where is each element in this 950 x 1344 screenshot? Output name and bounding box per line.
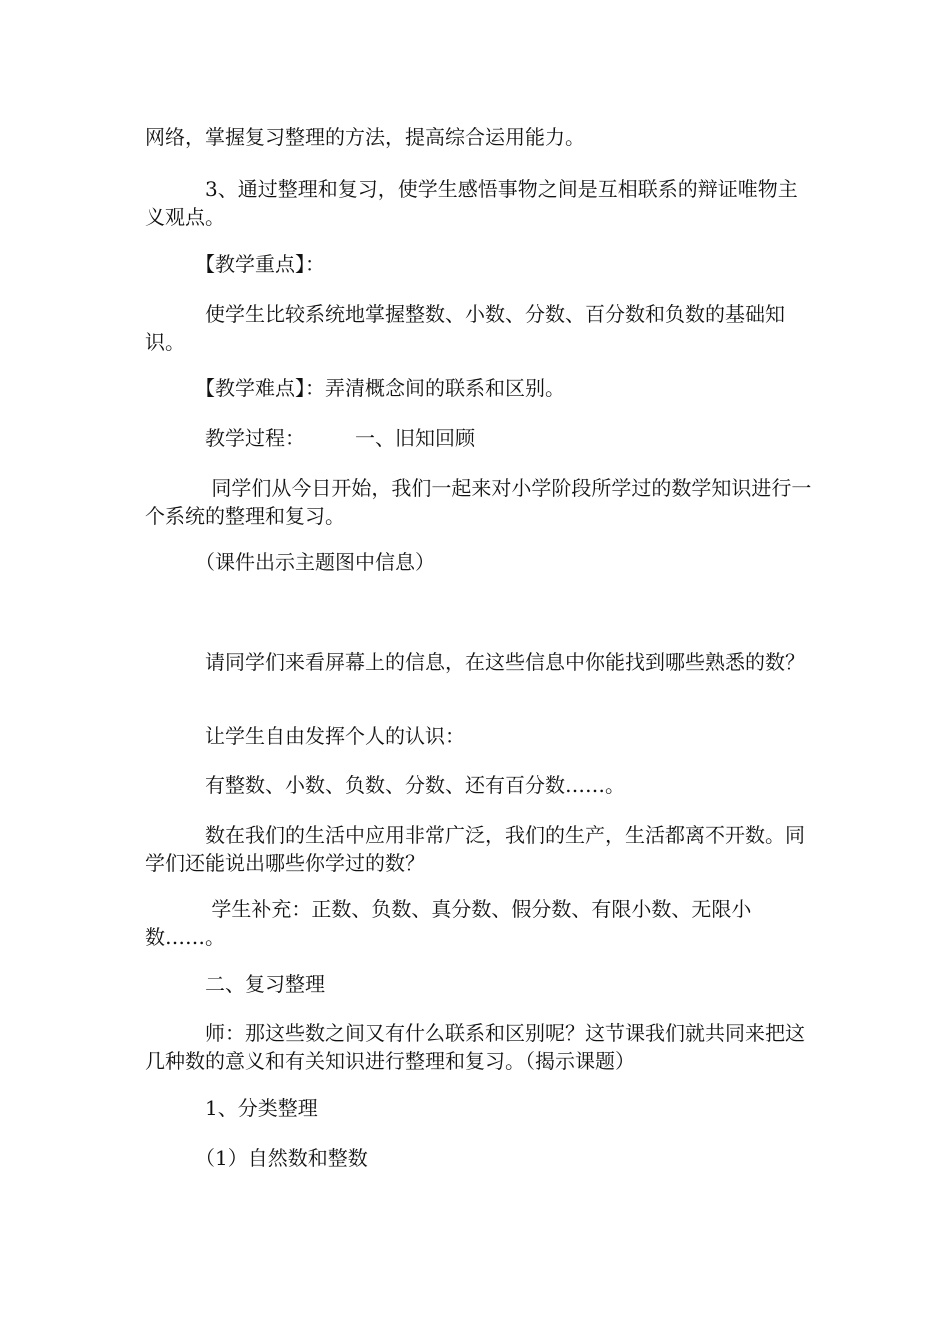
paragraph-5: 【教学难点】：弄清概念间的联系和区别。 bbox=[145, 376, 565, 400]
paragraph-7: 同学们从今日开始，我们一起来对小学阶段所学过的数学知识进行一个系统的整理和复习。 bbox=[145, 476, 812, 528]
paragraph-10: 让学生自由发挥个人的认识： bbox=[145, 724, 465, 748]
paragraph-14: 二、复习整理 bbox=[145, 972, 325, 996]
paragraph-12: 数在我们的生活中应用非常广泛，我们的生产，生活都离不开数。同学们还能说出哪些你学过的数？ bbox=[145, 823, 805, 875]
paragraph-8: （课件出示主题图中信息） bbox=[145, 550, 435, 574]
paragraph-3: 【教学重点】： bbox=[145, 252, 325, 276]
paragraph-4: 使学生比较系统地掌握整数、小数、分数、百分数和负数的基础知识。 bbox=[145, 302, 785, 354]
paragraph-6: 教学过程： 一、旧知回顾 bbox=[145, 426, 475, 450]
paragraph-2: 3、通过整理和复习，使学生感悟事物之间是互相联系的辩证唯物主义观点。 bbox=[145, 177, 798, 229]
paragraph-17: （1）自然数和整数 bbox=[145, 1146, 368, 1170]
paragraph-16: 1、分类整理 bbox=[145, 1096, 318, 1120]
paragraph-15: 师：那这些数之间又有什么联系和区别呢？这节课我们就共同来把这几种数的意义和有关知识进行整理和复习。（揭示课题） bbox=[145, 1021, 805, 1073]
paragraph-1: 网络，掌握复习整理的方法，提高综合运用能力。 bbox=[145, 125, 585, 149]
paragraph-13: 学生补充：正数、负数、真分数、假分数、有限小数、无限小数……。 bbox=[145, 897, 752, 949]
paragraph-11: 有整数、小数、负数、分数、还有百分数……。 bbox=[145, 773, 625, 797]
paragraph-9: 请同学们来看屏幕上的信息，在这些信息中你能找到哪些熟悉的数？ bbox=[145, 650, 805, 674]
